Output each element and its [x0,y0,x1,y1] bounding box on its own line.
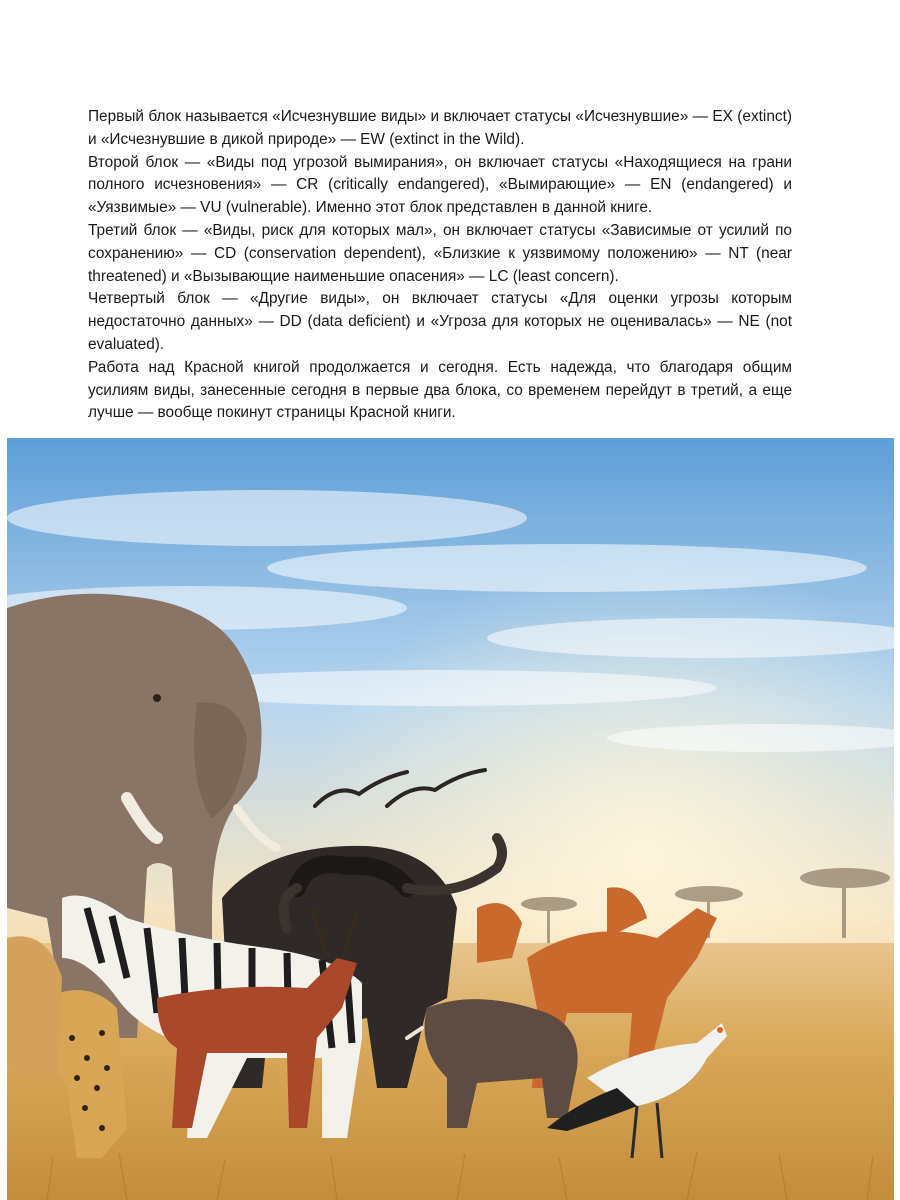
paragraph-extinct-block: Первый блок называется «Исчезнувшие виды» и включает статусы «Исчезнувшие» — EX (extinct) и «Исчезнувшие в дикой природе» — EW (extinct in the Wild). [88,108,792,148]
paragraph-low-risk-block: Третий блок — «Виды, риск для которых мал», он включает статусы «Зависимые от усилий по сохранению» — CD (conservation dependent), «Близкие к уязвимому положению» — NT (near threatened) и «Вызывающие наименьшие опасения» — LC (least concern). [88,221,792,285]
article-text [88,106,792,425]
paragraph-conclusion: Работа над Красной книгой продолжается и сегодня. Есть надежда, что благодаря общим усилиям виды, занесенные сегодня в первые два блока, со временем перейдут в третий, а еще лучше — вообще покинут страницы Красной книги. [88,358,792,422]
savanna-scene [7,438,894,1200]
savanna-animals-illustration [7,438,894,1200]
paragraph-other-species-block: Четвертый блок — «Другие виды», он включает статусы «Для оценки угрозы которым недостаточно данных» — DD (data deficient) и «Угроза для которых не оценивалась» — NE (not evaluated). [88,290,792,353]
paragraph-threatened-block: Второй блок — «Виды под угрозой вымирания», он включает статусы «Находящиеся на грани полного исчезновения» — CR (critically endangered), «Вымирающие» — EN (endangered) и «Уязвимые» — VU (vulnerable). Именно этот блок представлен в данной книге. [88,153,792,217]
